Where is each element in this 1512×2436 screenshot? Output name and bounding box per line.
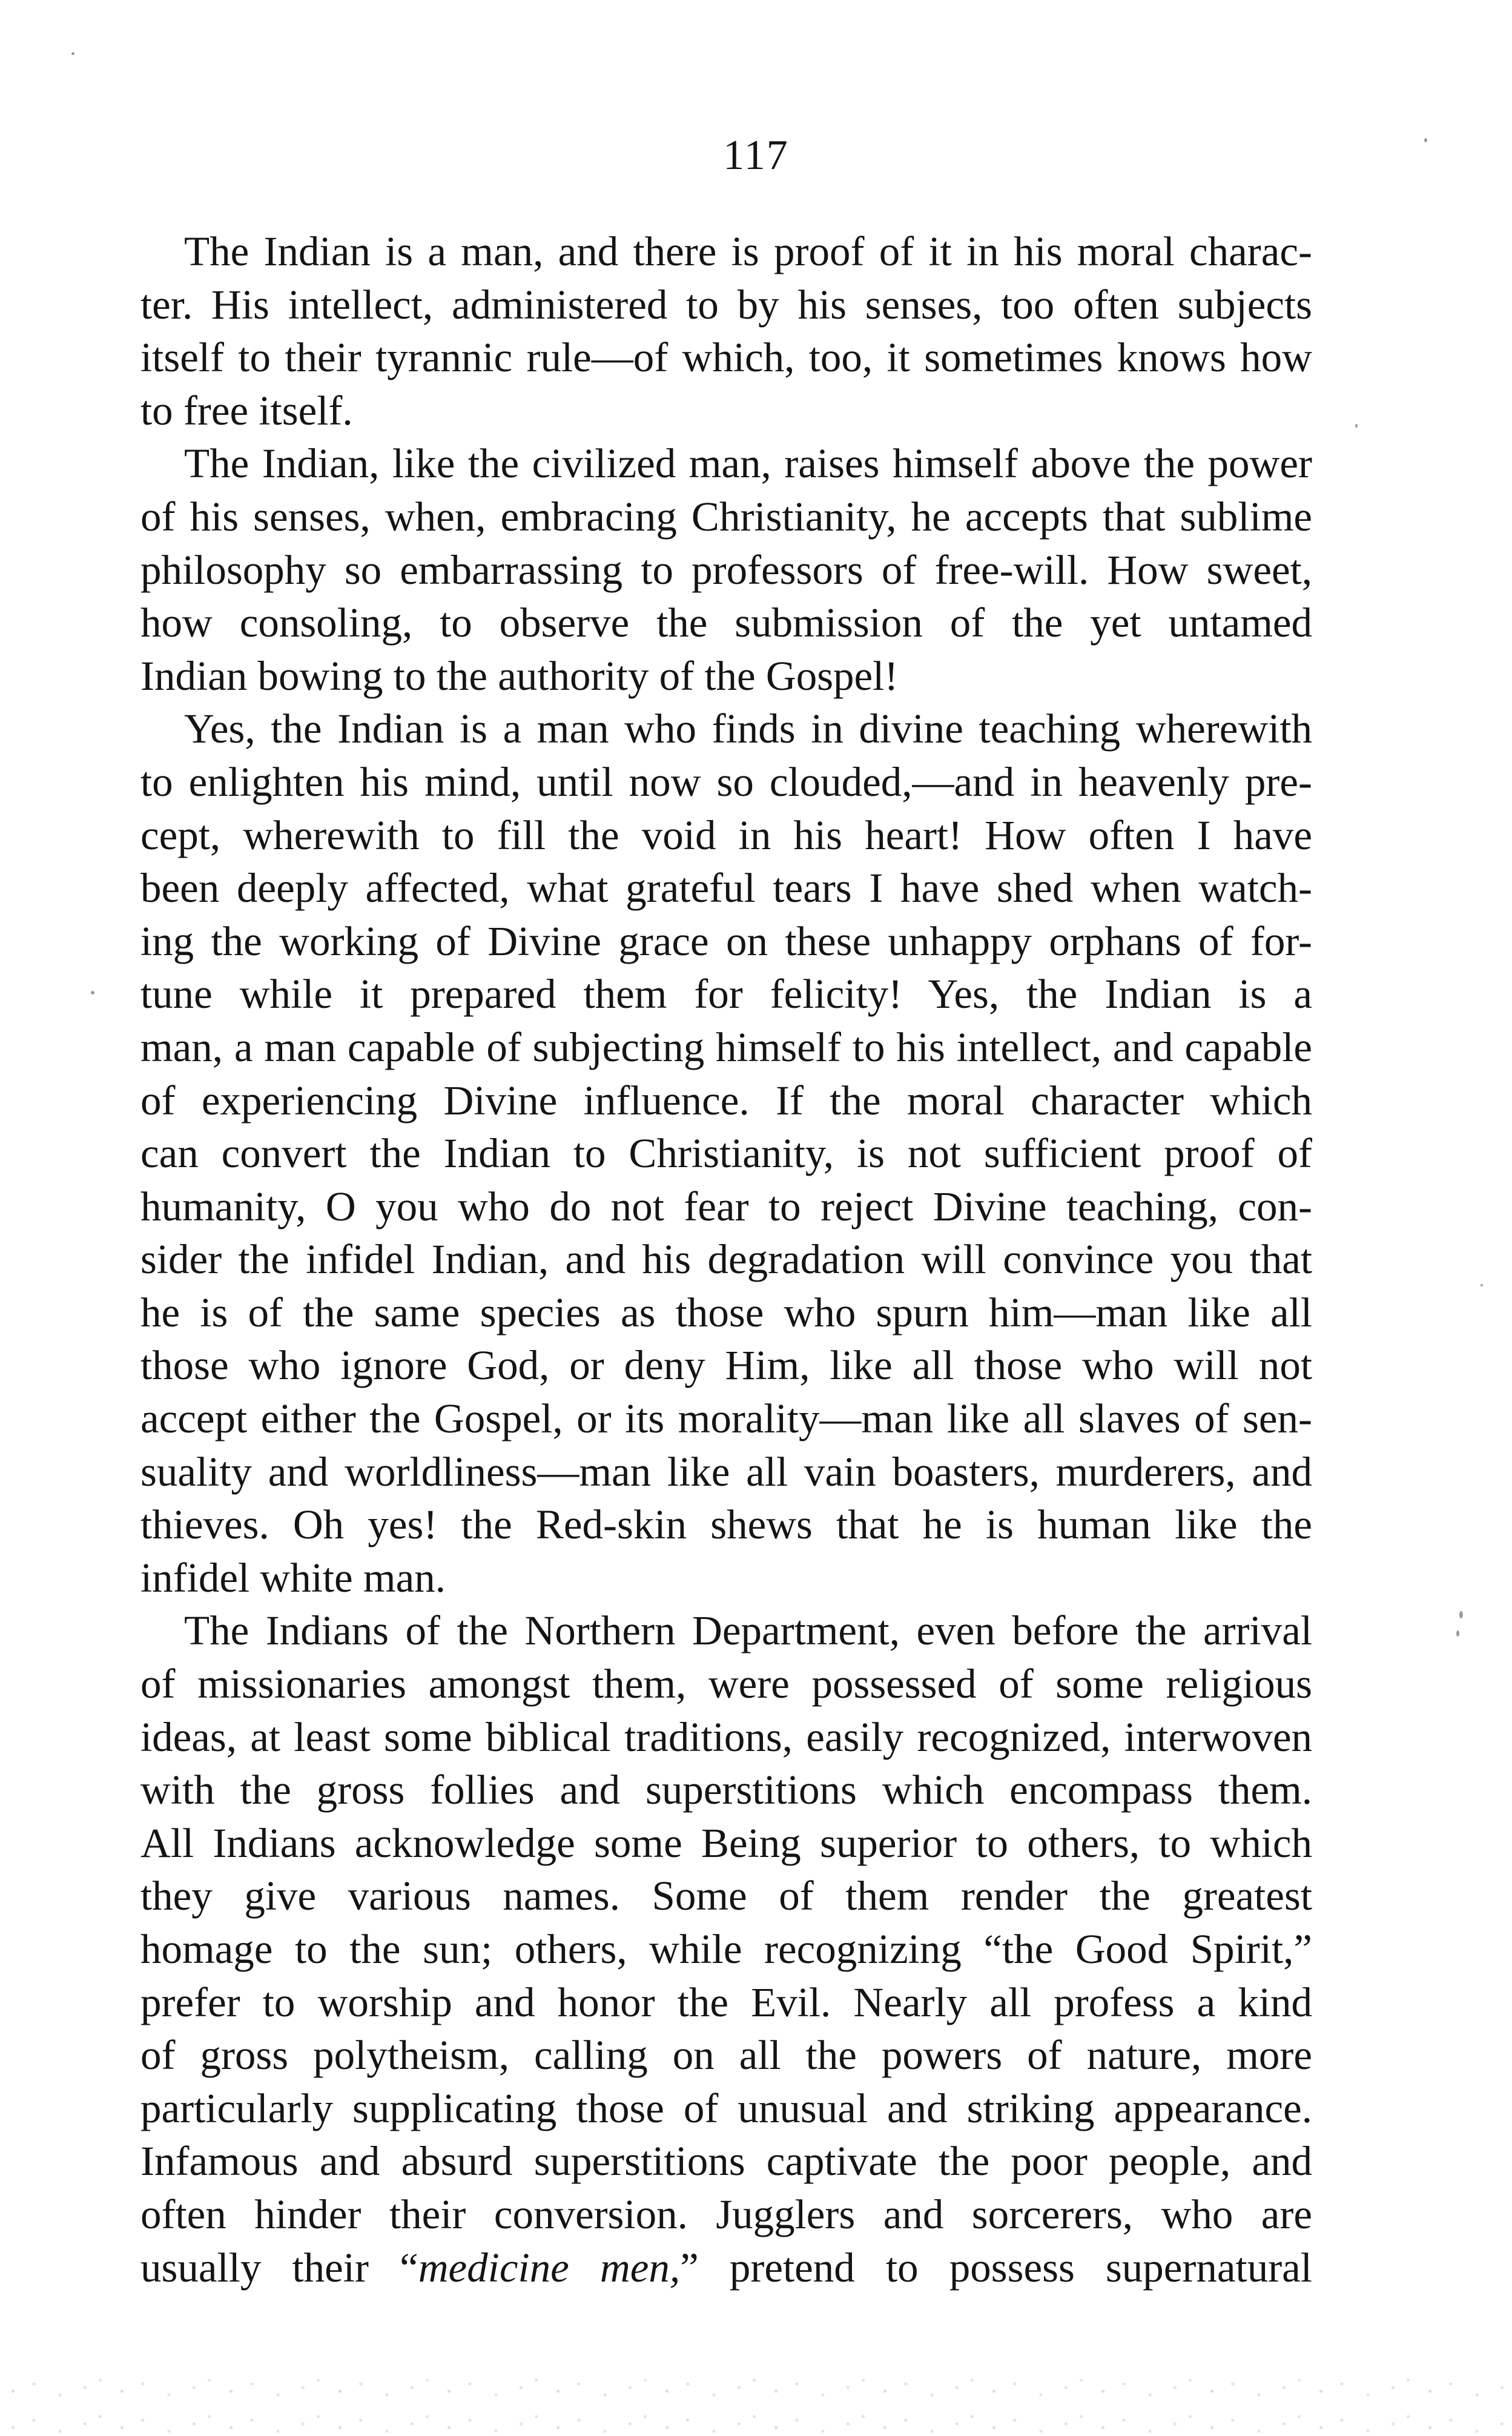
- text-line: infidel white man.: [140, 1554, 446, 1601]
- text-line: suality and worldliness—man like all vain boasters, murderers, and: [140, 1448, 1312, 1495]
- text-line: with the gross follies and superstitions which encompass them.: [140, 1767, 1312, 1813]
- text-line: The Indian, like the civilized man, raises himself above the power: [184, 440, 1312, 487]
- text-line: humanity, O you who do not fear to reject Divine teaching, con-: [140, 1183, 1312, 1230]
- text-fragment: usually their “: [140, 2244, 418, 2291]
- text-line: tune while it prepared them for felicity! Yes, the Indian is a: [140, 971, 1312, 1018]
- text-line: thieves. Oh yes! the Red-skin shews that he is human like the: [140, 1501, 1312, 1548]
- text-line: of gross polytheism, calling on all the powers of nature, more: [140, 2032, 1312, 2079]
- text-line: he is of the same species as those who spurn him—man like all: [140, 1289, 1312, 1335]
- text-line: been deeply affected, what grateful tears I have shed when watch-: [140, 865, 1312, 912]
- text-fragment: ” pretend to possess supernatural: [680, 2244, 1312, 2291]
- text-line: man, a man capable of subjecting himself to his intellect, and capable: [140, 1024, 1312, 1070]
- text-line: of his senses, when, embracing Christianity, he accepts that sublime: [140, 493, 1312, 540]
- text-line: ing the working of Divine grace on these unhappy orphans of for-: [140, 918, 1312, 964]
- text-line: often hinder their conversion. Jugglers and sorcerers, who are: [140, 2191, 1312, 2237]
- scan-noise: [0, 2369, 1512, 2436]
- text-line: sider the infidel Indian, and his degradation will convince you that: [140, 1236, 1312, 1283]
- text-line: itself to their tyrannic rule—of which, too, it sometimes knows how: [140, 334, 1312, 381]
- scan-speck: [1459, 1611, 1463, 1618]
- scan-speck: [1355, 424, 1358, 428]
- scan-speck: [1456, 1630, 1459, 1637]
- text-line: particularly supplicating those of unusual and striking appearance.: [140, 2085, 1312, 2131]
- text-line: prefer to worship and honor the Evil. Nearly all profess a kind: [140, 1979, 1312, 2025]
- text-line: Yes, the Indian is a man who finds in divine teaching wherewith: [184, 706, 1312, 752]
- text-line: Infamous and absurd superstitions captivate the poor people, and: [140, 2138, 1312, 2185]
- text-line: those who ignore God, or deny Him, like all those who will not: [140, 1342, 1312, 1389]
- scan-speck: [91, 991, 94, 995]
- text-line: how consoling, to observe the submission of the yet untamed: [140, 600, 1312, 646]
- scan-speck: [1424, 138, 1427, 142]
- text-line: ter. His intellect, administered to by his senses, too often subjects: [140, 281, 1312, 328]
- text-line: The Indian is a man, and there is proof of it in his moral charac-: [184, 228, 1312, 274]
- text-line: of experiencing Divine influence. If the moral character which: [140, 1077, 1312, 1124]
- text-line: homage to the sun; others, while recognizing “the Good Spirit,”: [140, 1926, 1312, 1972]
- text-line: to free itself.: [140, 387, 353, 434]
- scan-speck: [1481, 1284, 1483, 1286]
- text-line: they give various names. Some of them render the greatest: [140, 1873, 1312, 1919]
- text-line: cept, wherewith to fill the void in his heart! How often I have: [140, 812, 1312, 858]
- text-line: Indian bowing to the authority of the Gospel!: [140, 652, 899, 699]
- text-line: accept either the Gospel, or its morality—man like all slaves of sen-: [140, 1395, 1312, 1442]
- text-line: can convert the Indian to Christianity, is not sufficient proof of: [140, 1130, 1312, 1177]
- italic-term: medicine men,: [418, 2244, 681, 2291]
- text-line: All Indians acknowledge some Being superior to others, to which: [140, 1819, 1312, 1866]
- body-text: [140, 225, 1312, 2294]
- text-line: philosophy so embarrassing to professors of free-will. How sweet,: [140, 546, 1312, 593]
- page-number: 117: [723, 132, 789, 179]
- text-line: to enlighten his mind, until now so clouded,—and in heavenly pre-: [140, 758, 1312, 805]
- text-line: of missionaries amongst them, were possessed of some religious: [140, 1661, 1312, 1707]
- text-line: The Indians of the Northern Department, even before the arrival: [184, 1607, 1312, 1654]
- scan-speck: [71, 52, 74, 55]
- text-line: [140, 2242, 1312, 2295]
- text-line: ideas, at least some biblical traditions, easily recognized, interwoven: [140, 1713, 1312, 1760]
